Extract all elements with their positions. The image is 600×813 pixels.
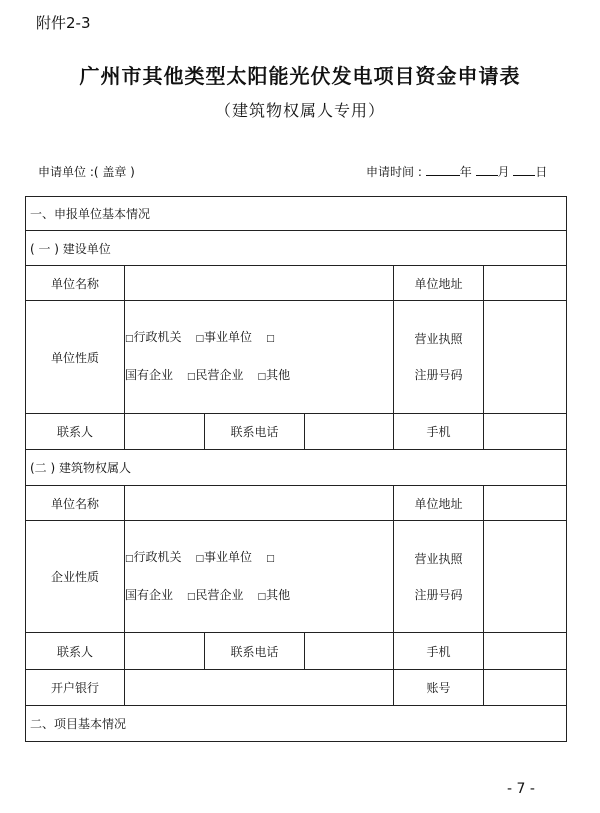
mobile-label: 手机 — [394, 414, 484, 450]
contact-field[interactable] — [125, 414, 205, 450]
owner-unit-address-label: 单位地址 — [394, 486, 484, 521]
checkbox-other[interactable]: □ — [257, 591, 267, 602]
apply-time-row — [366, 163, 547, 180]
sub1-title: ( 一 ) 建设单位 — [26, 231, 567, 266]
option-admin-label: 行政机关 — [133, 549, 182, 564]
owner-license-field[interactable] — [484, 521, 567, 633]
checkbox-public[interactable]: □ — [195, 334, 205, 344]
option-private-label: 民营企业 — [195, 587, 244, 602]
checkbox-other[interactable]: □ — [257, 372, 267, 382]
sub2-title: (二 ) 建筑物权属人 — [26, 450, 567, 486]
option-other-label: 其他 — [266, 587, 291, 602]
sub2-title-row — [26, 450, 567, 486]
unit-name-label: 单位名称 — [26, 266, 125, 301]
option-state-label: 国有企业 — [125, 368, 174, 382]
form-title: 广州市其他类型太阳能光伏发电项目资金申请表 — [79, 64, 521, 88]
owner-mobile-label: 手机 — [394, 633, 484, 670]
sub2-bank-row — [26, 670, 567, 706]
application-form-table — [25, 196, 567, 742]
unit-nature-options — [125, 301, 394, 414]
option-private-label: 民营企业 — [195, 368, 244, 382]
applicant-unit-label: 申请单位 :( 盖章 ) — [38, 165, 135, 179]
owner-contact-field[interactable] — [125, 633, 205, 670]
form-subtitle: （建筑物权属人专用） — [214, 101, 385, 120]
checkbox-public[interactable]: □ — [195, 553, 205, 564]
account-label: 账号 — [394, 670, 484, 706]
year-label: 年 — [459, 165, 472, 179]
month-blank[interactable] — [476, 164, 498, 176]
bank-label: 开户银行 — [26, 670, 125, 706]
section1-row — [26, 197, 567, 231]
mobile-field[interactable] — [484, 414, 567, 450]
sub2-name-row — [26, 486, 567, 521]
option-admin-label: 行政机关 — [133, 330, 182, 344]
sub2-nature-row — [26, 521, 567, 633]
page-number: - 7 - — [507, 781, 535, 797]
attachment-label: 附件2-3 — [36, 14, 91, 32]
option-public-label: 事业单位 — [204, 330, 253, 344]
day-blank[interactable] — [513, 164, 535, 176]
section2-row — [26, 706, 567, 742]
owner-mobile-field[interactable] — [484, 633, 567, 670]
owner-unit-address-field[interactable] — [484, 486, 567, 521]
account-field[interactable] — [484, 670, 567, 706]
checkbox-state[interactable]: □ — [266, 553, 275, 564]
year-blank[interactable] — [426, 164, 460, 176]
day-label: 日 — [535, 165, 548, 179]
unit-address-field[interactable] — [484, 266, 567, 301]
checkbox-admin[interactable]: □ — [125, 334, 134, 344]
option-public-label: 事业单位 — [204, 549, 253, 564]
sub1-title-row — [26, 231, 567, 266]
owner-contact-phone-field[interactable] — [305, 633, 394, 670]
owner-contact-label: 联系人 — [26, 633, 125, 670]
license-line2: 注册号码 — [414, 368, 463, 382]
license-field[interactable] — [484, 301, 567, 414]
sub1-nature-row — [26, 301, 567, 414]
apply-time-label: 申请时间 : — [366, 165, 422, 179]
option-other-label: 其他 — [266, 368, 291, 382]
section1-title: 一、申报单位基本情况 — [26, 197, 567, 231]
unit-name-field[interactable] — [125, 266, 394, 301]
license-line1: 营业执照 — [414, 332, 463, 346]
owner-unit-name-field[interactable] — [125, 486, 394, 521]
option-state-label: 国有企业 — [125, 587, 174, 602]
contact-phone-field[interactable] — [305, 414, 394, 450]
enterprise-nature-options — [125, 521, 394, 633]
license-line1: 营业执照 — [414, 551, 463, 566]
owner-unit-name-label: 单位名称 — [26, 486, 125, 521]
section2-title: 二、项目基本情况 — [26, 706, 567, 742]
owner-license-label — [394, 521, 484, 633]
unit-address-label: 单位地址 — [394, 266, 484, 301]
owner-contact-phone-label: 联系电话 — [205, 633, 305, 670]
enterprise-nature-label: 企业性质 — [26, 521, 125, 633]
license-line2: 注册号码 — [414, 587, 463, 602]
month-label: 月 — [497, 165, 510, 179]
checkbox-private[interactable]: □ — [187, 591, 196, 602]
contact-label: 联系人 — [26, 414, 125, 450]
checkbox-private[interactable]: □ — [187, 372, 196, 382]
sub1-contact-row — [26, 414, 567, 450]
sub2-contact-row — [26, 633, 567, 670]
contact-phone-label: 联系电话 — [205, 414, 305, 450]
checkbox-admin[interactable]: □ — [125, 553, 134, 564]
unit-nature-label: 单位性质 — [26, 301, 125, 414]
checkbox-state[interactable]: □ — [266, 334, 275, 344]
license-label — [394, 301, 484, 414]
sub1-name-row — [26, 266, 567, 301]
bank-field[interactable] — [125, 670, 394, 706]
